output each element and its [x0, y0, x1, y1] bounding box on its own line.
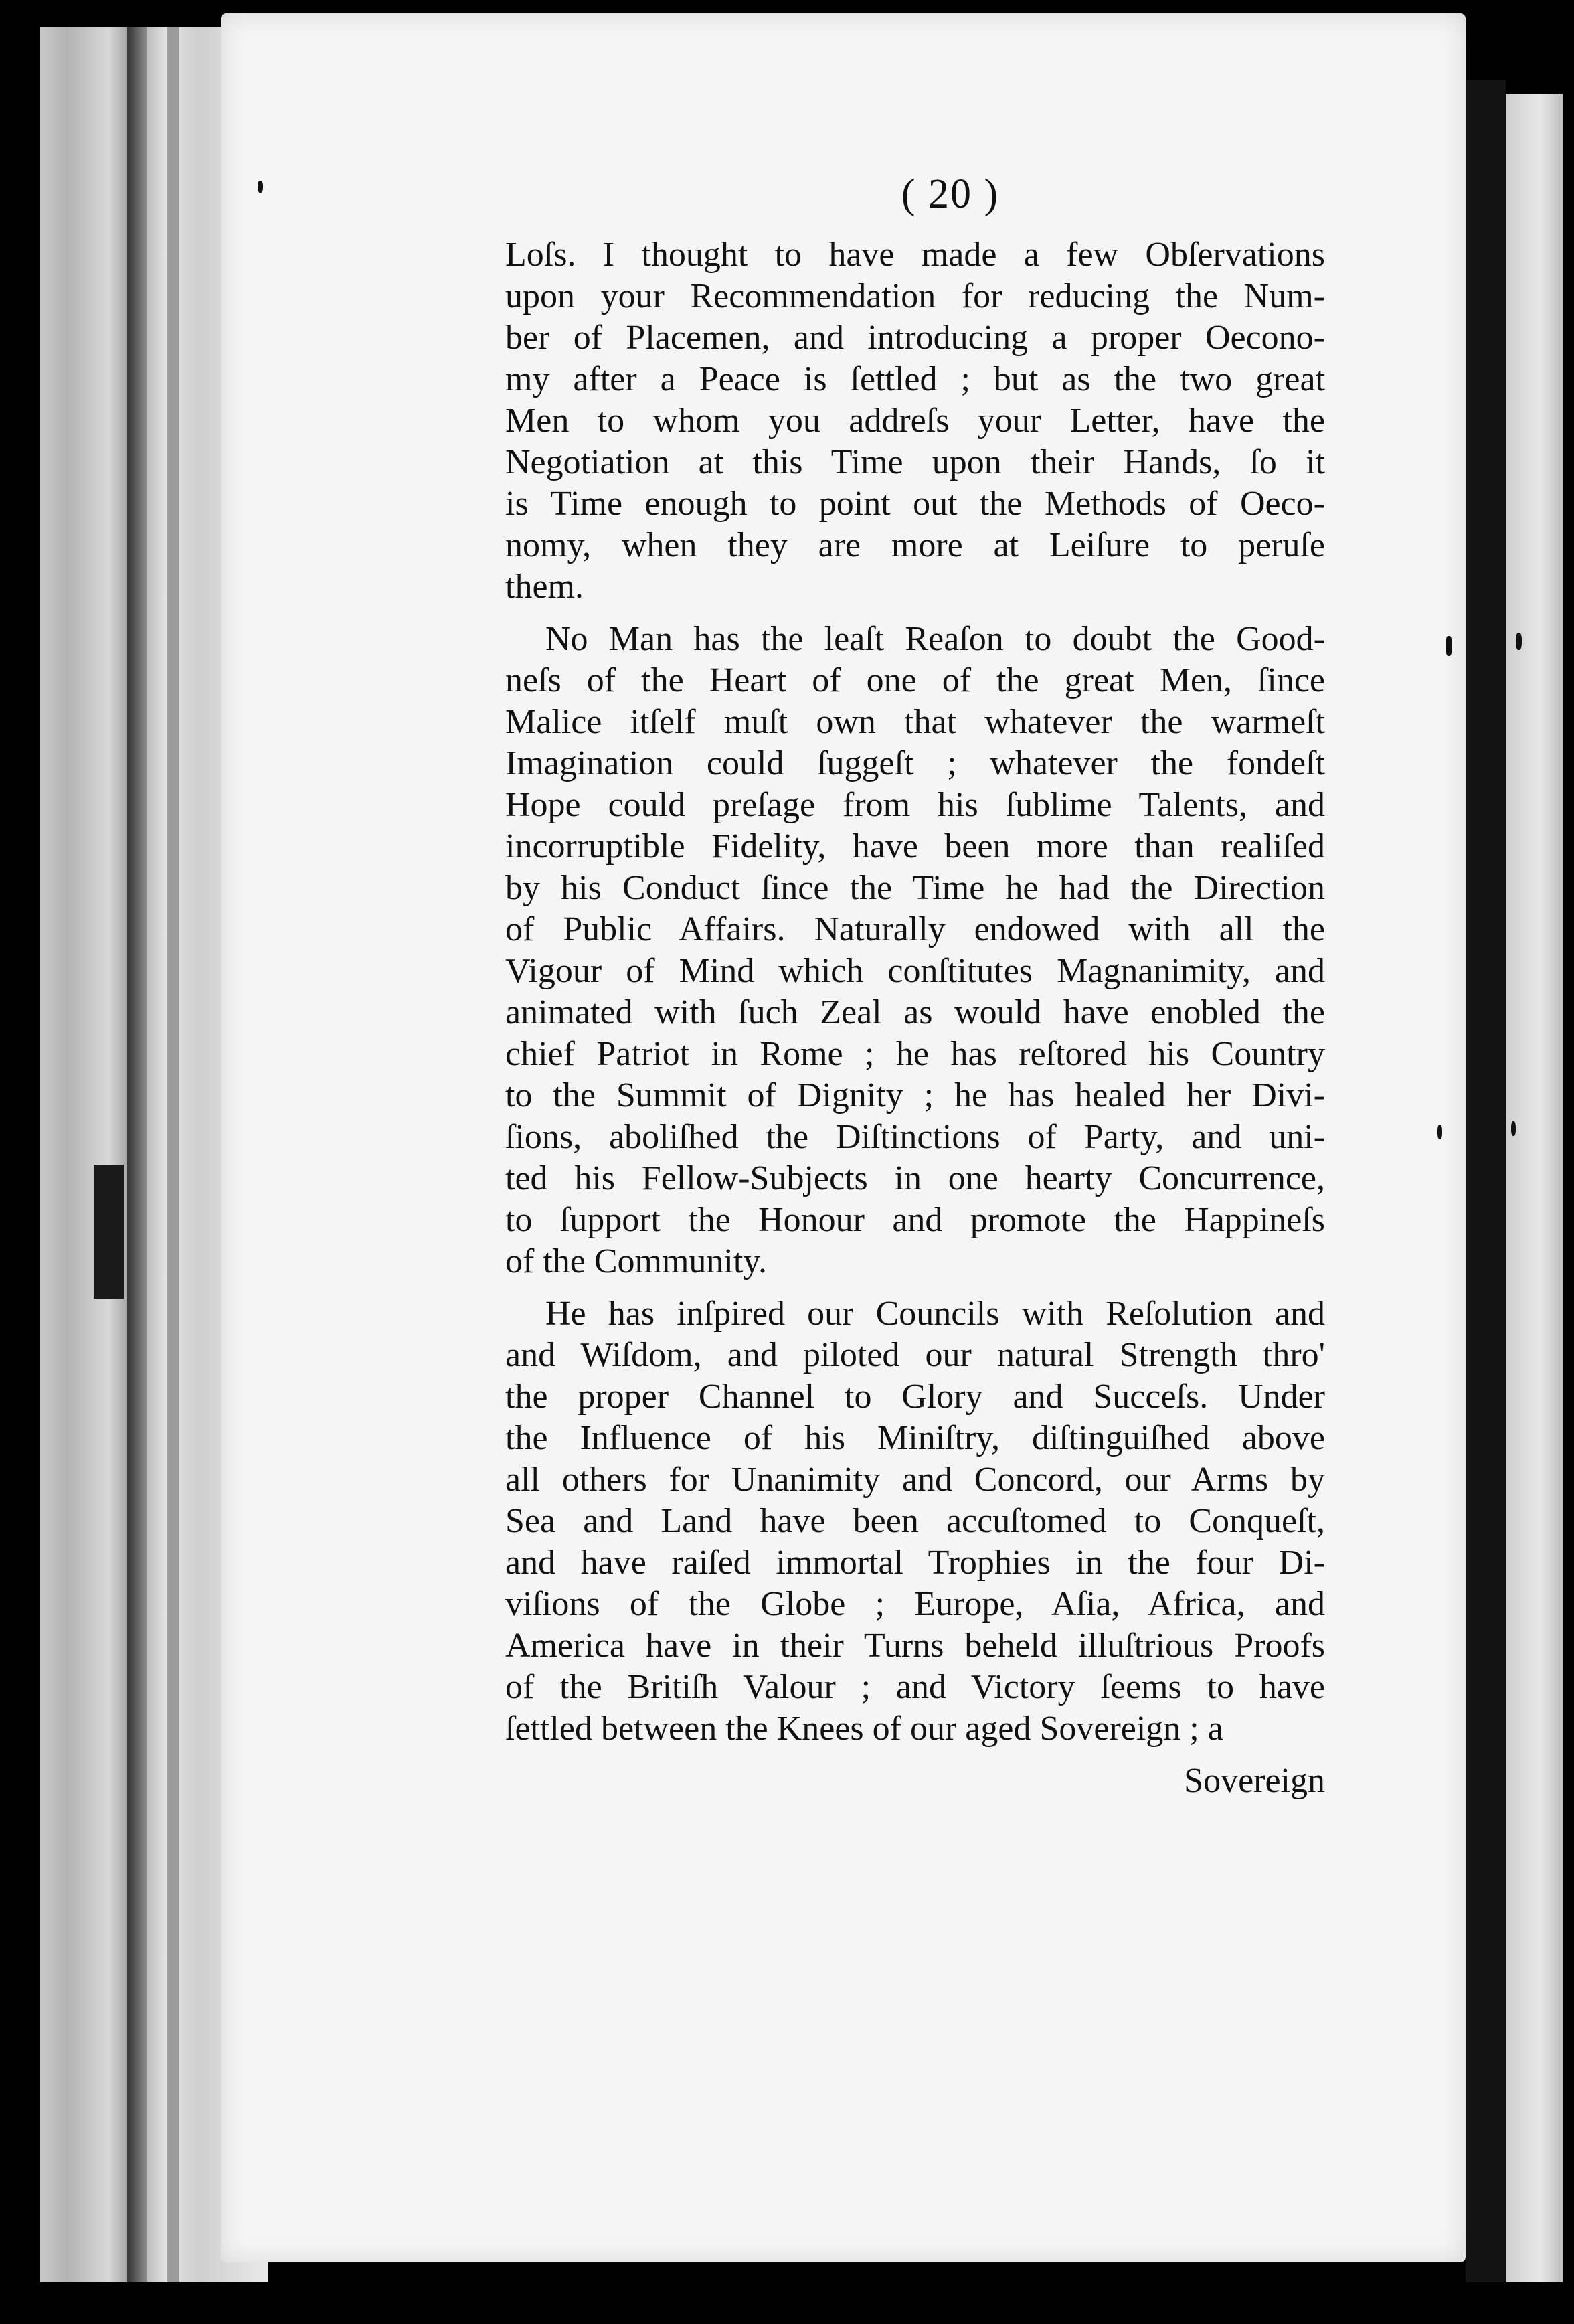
paragraph: [505, 1293, 1325, 1750]
text-line: Hope could preſage from his ſublime Talents, and: [505, 786, 1325, 824]
text-line: viſions of the Globe ; Europe, Aſia, Africa, and: [505, 1585, 1325, 1623]
text-line: and have raiſed immortal Trophies in the four Di-: [505, 1544, 1325, 1582]
text-line: the proper Channel to Glory and Succeſs. Under: [505, 1378, 1325, 1416]
text-line: upon your Recommendation for reducing the Num-: [505, 277, 1325, 315]
text-line: and Wiſdom, and piloted our natural Strength thro': [505, 1336, 1325, 1374]
scan-bottom-border: [0, 2282, 1574, 2324]
text-line: Malice itſelf muſt own that whatever the warmeſt: [505, 703, 1325, 741]
text-line: ber of Placemen, and introducing a proper Oecono-: [505, 319, 1325, 357]
paragraph: [505, 618, 1325, 1282]
text-line: by his Conduct ſince the Time he had the Direction: [505, 869, 1325, 907]
text-line: nomy, when they are more at Leiſure to peruſe: [505, 526, 1325, 564]
text-line: America have in their Turns beheld illuſtrious Proofs: [505, 1627, 1325, 1665]
binding-mark: [94, 1165, 124, 1299]
page-number: ( 20 ): [901, 171, 1000, 217]
gutter-shadow-inner: [167, 27, 179, 2282]
text-line: No Man has the leaſt Reaſon to doubt the Good-: [545, 620, 1325, 658]
text-line: the Influence of his Miniſtry, diſtinguiſhed above: [505, 1419, 1325, 1457]
facing-page-edge: [1506, 94, 1563, 2289]
text-line: is Time enough to point out the Methods of Oeco-: [505, 485, 1325, 523]
text-line: incorruptible Fidelity, have been more than realiſed: [505, 827, 1325, 865]
text-line: Loſs. I thought to have made a few Obſervations: [505, 236, 1325, 274]
text-line: ſettled between the Knees of our aged Sovereign ; a: [505, 1710, 1223, 1748]
body-text: [505, 234, 1325, 1802]
text-line: chief Patriot in Rome ; he has reſtored his Country: [505, 1035, 1325, 1073]
ink-speck: [1511, 1121, 1516, 1136]
ink-speck: [258, 181, 263, 193]
text-line: my after a Peace is ſettled ; but as the two great: [505, 360, 1325, 398]
text-line: Sea and Land have been accuſtomed to Conqueſt,: [505, 1502, 1325, 1540]
text-line: Vigour of Mind which conſtitutes Magnanimity, and: [505, 952, 1325, 990]
text-line: to the Summit of Dignity ; he has healed her Divi-: [505, 1076, 1325, 1114]
text-line: of Public Affairs. Naturally endowed with all the: [505, 910, 1325, 948]
ink-speck: [1446, 636, 1452, 656]
text-line: ſions, aboliſhed the Diſtinctions of Party, and uni-: [505, 1118, 1325, 1156]
text-line: He has inſpired our Councils with Reſolution and: [545, 1295, 1325, 1333]
text-line: Imagination could ſuggeſt ; whatever the fondeſt: [505, 744, 1325, 782]
text-line: them.: [505, 568, 584, 606]
text-line: Negotiation at this Time upon their Hands, ſo it: [505, 443, 1325, 481]
text-line: all others for Unanimity and Concord, our Arms by: [505, 1461, 1325, 1499]
catchword: Sovereign: [1184, 1762, 1325, 1800]
page-edge-shadow: [1466, 80, 1506, 2289]
ink-speck: [1516, 633, 1522, 650]
gutter-shadow: [127, 27, 147, 2282]
text-line: ted his Fellow-Subjects in one hearty Concurrence,: [505, 1159, 1325, 1197]
text-line: animated with ſuch Zeal as would have enobled the: [505, 993, 1325, 1031]
paragraph: [505, 234, 1325, 608]
text-line: of the Community.: [505, 1242, 767, 1280]
ink-speck: [1437, 1125, 1442, 1139]
text-line: neſs of the Heart of one of the great Men, ſince: [505, 661, 1325, 699]
text-line: to ſupport the Honour and promote the Happineſs: [505, 1201, 1325, 1239]
text-line: Men to whom you addreſs your Letter, have the: [505, 402, 1325, 440]
text-line: of the Britiſh Valour ; and Victory ſeems to have: [505, 1668, 1325, 1706]
